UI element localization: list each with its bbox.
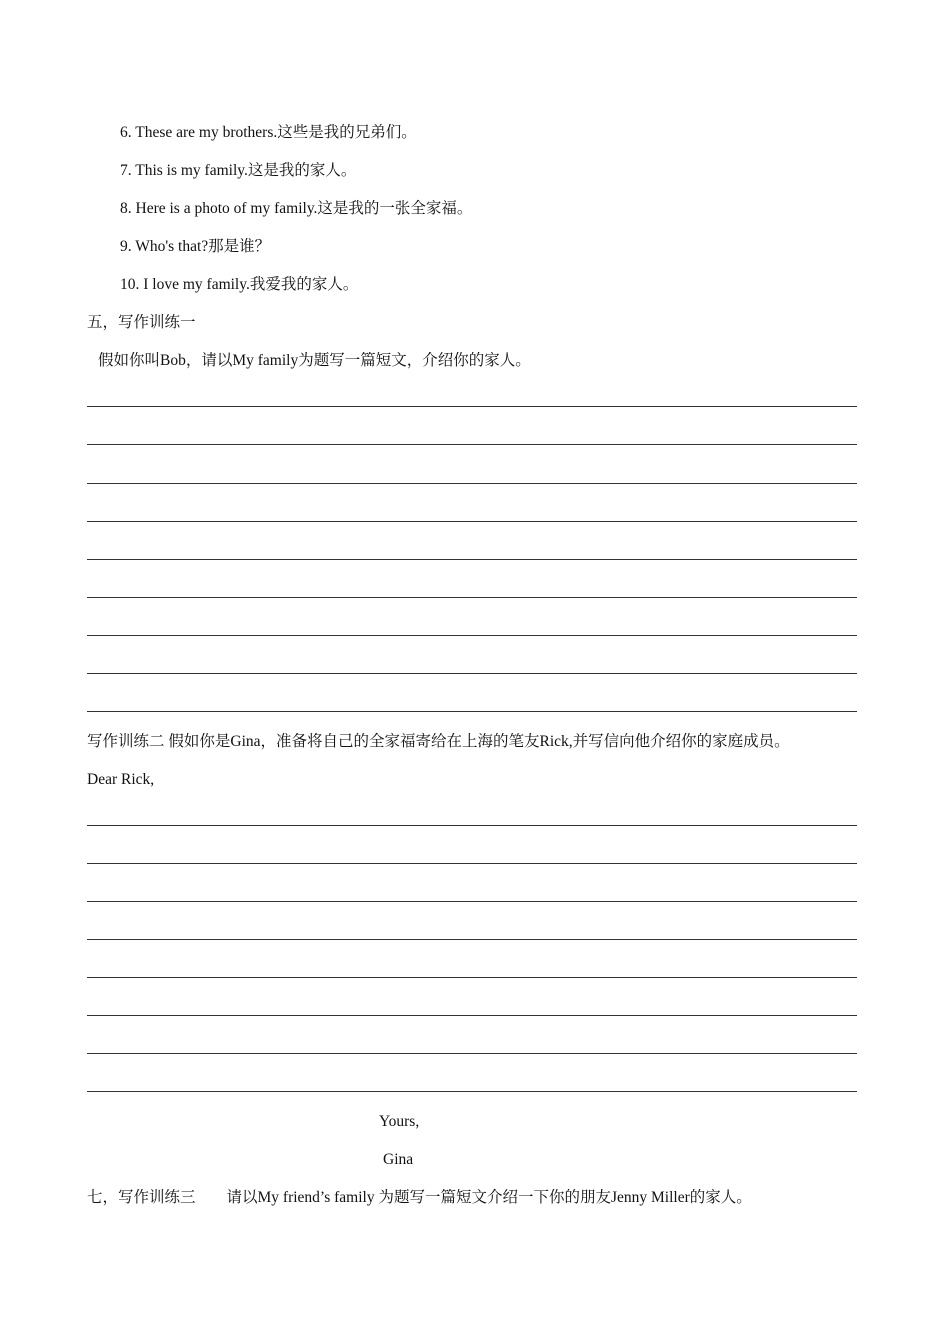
section-6-prompt: 写作训练二 假如你是Gina，准备将自己的全家福寄给在上海的笔友Rick,并写信向他介绍你的家庭成员。 bbox=[87, 733, 790, 750]
section-5-heading: 五，写作训练一 bbox=[87, 314, 196, 331]
sentence-6: 6. These are my brothers.这些是我的兄弟们。 bbox=[120, 124, 417, 141]
writing-line bbox=[87, 406, 857, 407]
section-7-prompt: 七，写作训练三 请以My friend’s family 为题写一篇短文介绍一下你的朋友Jenny Miller的家人。 bbox=[87, 1189, 752, 1206]
sentence-8: 8. Here is a photo of my family.这是我的一张全家福。 bbox=[120, 200, 473, 217]
writing-line bbox=[87, 559, 857, 560]
writing-line bbox=[87, 1091, 857, 1092]
writing-line bbox=[87, 483, 857, 484]
writing-line bbox=[87, 1015, 857, 1016]
sentence-10: 10. I love my family.我爱我的家人。 bbox=[120, 276, 359, 293]
writing-line bbox=[87, 901, 857, 902]
writing-line bbox=[87, 521, 857, 522]
writing-line bbox=[87, 825, 857, 826]
writing-line bbox=[87, 939, 857, 940]
writing-line bbox=[87, 444, 857, 445]
sentence-9: 9. Who's that?那是谁？ bbox=[120, 238, 271, 255]
writing-line bbox=[87, 635, 857, 636]
writing-line bbox=[87, 1053, 857, 1054]
writing-line bbox=[87, 597, 857, 598]
writing-line bbox=[87, 863, 857, 864]
writing-line bbox=[87, 711, 857, 712]
section-5-prompt: 假如你叫Bob，请以My family为题写一篇短文，介绍你的家人。 bbox=[98, 352, 531, 369]
sentence-7: 7. This is my family.这是我的家人。 bbox=[120, 162, 357, 179]
letter-salutation: Dear Rick, bbox=[87, 771, 155, 788]
letter-signature: Gina bbox=[383, 1151, 414, 1168]
writing-line bbox=[87, 673, 857, 674]
letter-closing: Yours, bbox=[379, 1113, 420, 1130]
writing-line bbox=[87, 977, 857, 978]
